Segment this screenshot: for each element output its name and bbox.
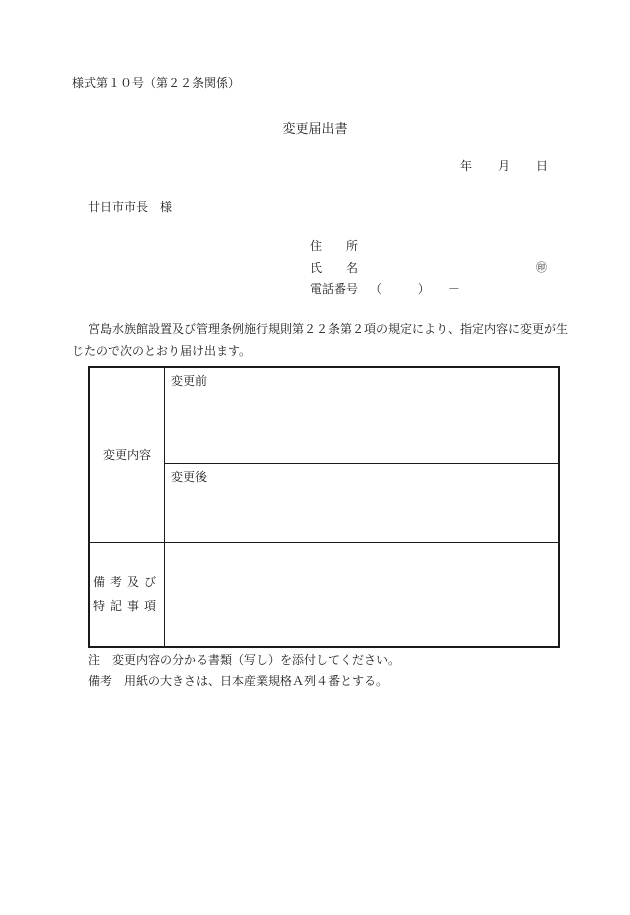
address-label: 住 所	[310, 239, 359, 253]
date-day-label: 日	[536, 159, 549, 173]
phone-label: 電話番号	[310, 282, 359, 296]
attachment-note: 注 変更内容の分かる書類（写し）を添付してください。	[88, 653, 401, 667]
remarks-cell[interactable]	[165, 542, 560, 647]
addressee: 廿日市市長 様	[88, 200, 173, 214]
before-label: 変更前	[171, 374, 208, 388]
change-table	[88, 366, 560, 648]
applicant-phone-row	[310, 280, 460, 297]
date-month-label: 月	[498, 159, 511, 173]
remarks-header-cell	[89, 542, 165, 647]
after-label: 変更後	[171, 469, 208, 484]
remarks-header-line2: 特記事項	[92, 599, 161, 614]
applicant-address-row	[310, 237, 358, 254]
seal-mark: ㊞	[536, 261, 547, 274]
form-number: 様式第１０号（第２２条関係）	[72, 76, 241, 90]
after-cell[interactable]	[165, 463, 560, 542]
change-header: 変更内容	[102, 448, 151, 463]
change-header-cell	[89, 367, 165, 542]
applicant-name-row	[310, 259, 358, 276]
document-title: 変更届出書	[282, 122, 348, 137]
date-line	[460, 157, 548, 174]
body-text: 宮島水族館設置及び管理条例施行規則第２２条第２項の規定により、指定内容に変更が生じたので次のとおり届け出ます。	[72, 322, 569, 358]
remarks-header-line1: 備考及び	[92, 575, 161, 590]
before-cell[interactable]	[165, 367, 560, 463]
date-year-label: 年	[460, 159, 473, 173]
paper-size-note: 備考 用紙の大きさは、日本産業規格Ａ列４番とする。	[88, 674, 389, 688]
name-label: 氏 名	[310, 261, 359, 275]
phone-format: （ ） －	[369, 282, 460, 296]
